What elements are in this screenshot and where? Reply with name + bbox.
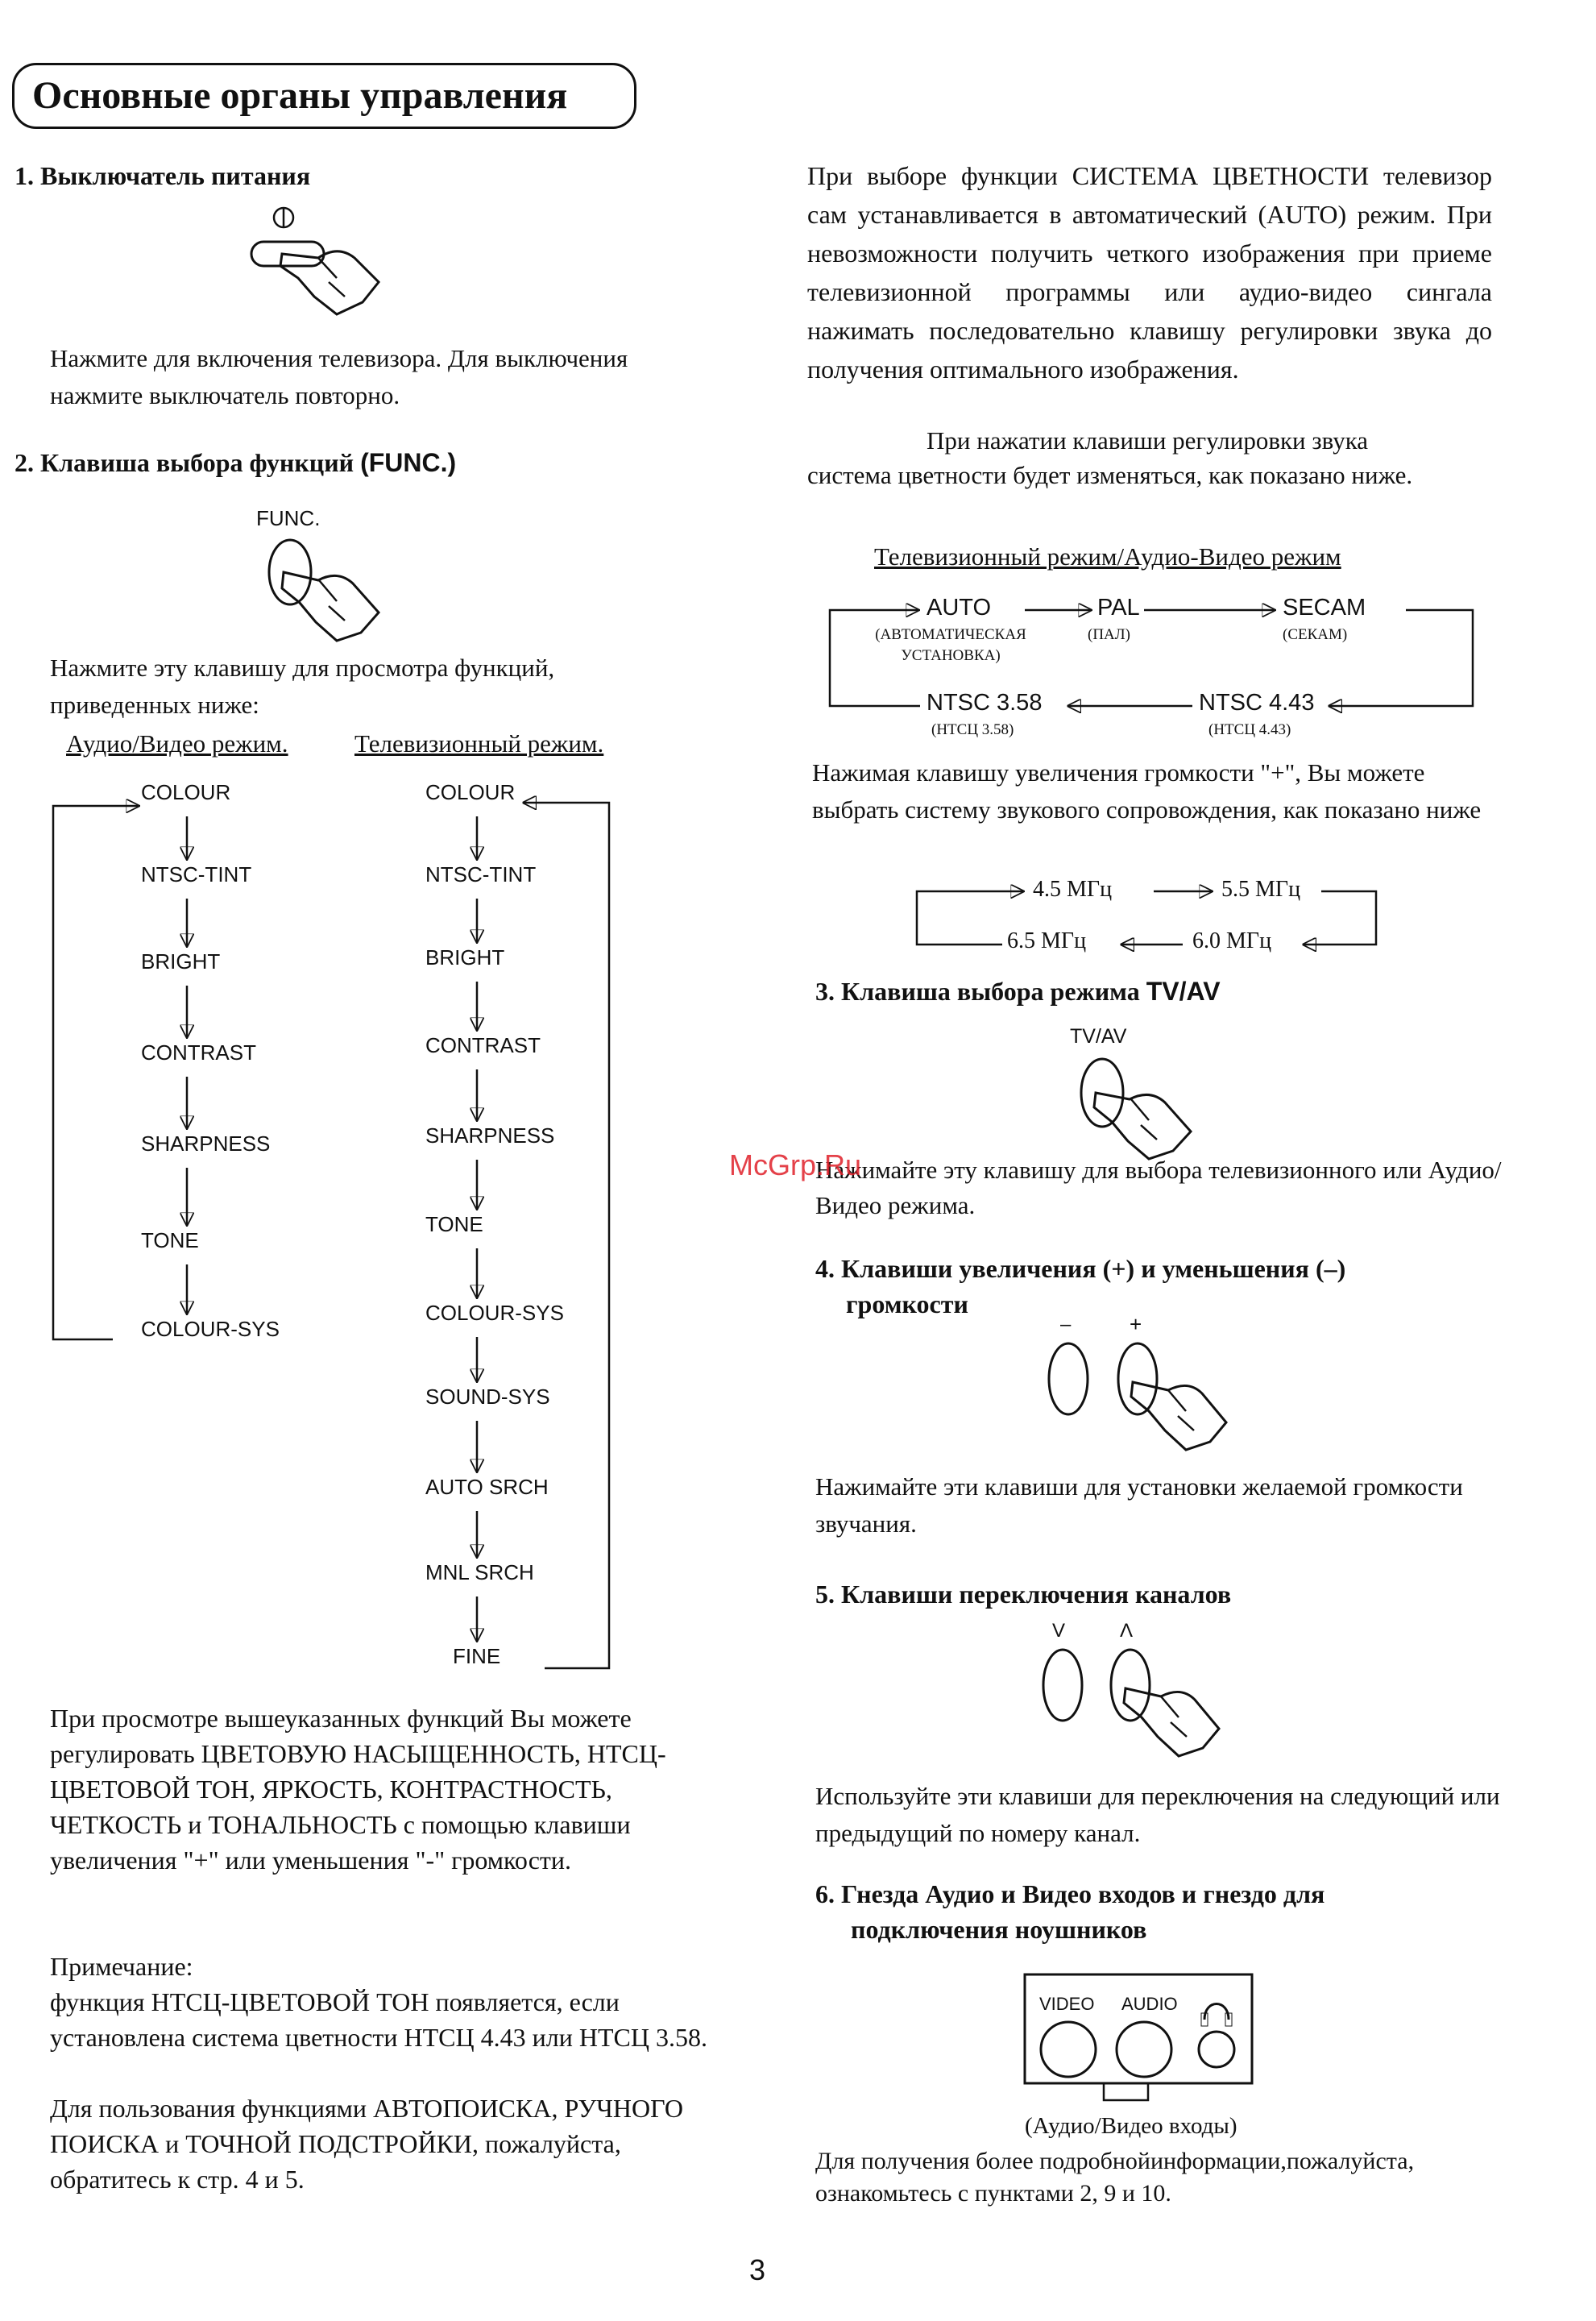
tv-item-sound-sys: SOUND-SYS: [425, 1385, 550, 1409]
tvav-button-label: TV/AV: [1070, 1025, 1127, 1048]
cs-secam-sub: (СЕКАМ): [1283, 626, 1348, 643]
func-button-label: FUNC.: [256, 506, 321, 530]
tv-item-auto-srch: AUTO SRCH: [425, 1475, 549, 1499]
av-item-sharpness: SHARPNESS: [141, 1131, 271, 1156]
av-mode-header: Аудио/Видео режим.: [66, 729, 288, 758]
note-text-2: Для пользования функциями АВТОПОИСКА, РУЧНОГО ПОИСКА и ТОЧНОЙ ПОДСТРОЙКИ, пожалуйста, обратитесь к стр. 4 и 5.: [50, 2094, 683, 2194]
page-number: 3: [749, 2253, 766, 2286]
cs-pal-sub: (ПАЛ): [1088, 626, 1130, 643]
tv-item-tone: TONE: [425, 1212, 483, 1236]
cs-auto-sub1: (АВТОМАТИЧЕСКАЯ: [875, 626, 1026, 643]
cs-ntsc358: NTSC 3.58: [927, 690, 1043, 716]
note-text-1: функция НТСЦ-ЦВЕТОВОЙ ТОН появляется, если установлена система цветности НТСЦ 4.43 или НТСЦ 3.58.: [50, 1987, 707, 2052]
note-label: Примечание:: [50, 1952, 193, 1981]
ss-6-5: 6.5 МГц: [1007, 928, 1087, 953]
av-inputs-caption: (Аудио/Видео входы): [1025, 2113, 1237, 2139]
section-3-heading-text: 3. Клавиша выбора режима: [815, 977, 1146, 1006]
channel-up-label: Λ: [1120, 1620, 1134, 1642]
tvav-button-icon: [1072, 1048, 1208, 1160]
tv-item-fine: FINE: [453, 1644, 501, 1668]
av-item-colour: COLOUR: [141, 780, 231, 804]
tv-item-ntsc-tint: NTSC-TINT: [425, 862, 537, 886]
section-6-heading: 6. Гнезда Аудио и Видео входов и гнездо для: [815, 1879, 1325, 1908]
audio-jack-label: AUDIO: [1121, 1994, 1178, 2014]
tvav-key-label: TV/AV: [1146, 977, 1221, 1006]
colour-system-intro: При выборе функции СИСТЕМА ЦВЕТНОСТИ телевизор сам устанавливается в автоматический (AUTO) режим. При невозможности получить четкого изображения при приеме телевизионной программы или аудио-видео сингала нажимать последовательно клавишу регулировки звука до получения оптимального изображения.: [807, 161, 1492, 384]
tv-item-bright: BRIGHT: [425, 945, 505, 970]
volume-minus-label: –: [1060, 1314, 1072, 1335]
section-4-text: Нажимайте эти клавиши для установки желаемой громкости звучания.: [815, 1472, 1463, 1538]
tv-item-mnl-srch: MNL SRCH: [425, 1560, 534, 1584]
av-item-colour-sys: COLOUR-SYS: [141, 1317, 280, 1341]
tv-mode-header: Телевизионный режим.: [354, 729, 604, 758]
section-3-text: Нажимайте эту клавишу для выбора телевизионного или Аудио/ Видео режима.: [815, 1156, 1502, 1219]
section-4-heading-2: громкости: [846, 1289, 968, 1318]
ss-5-5: 5.5 МГц: [1221, 877, 1301, 902]
volume-plus-label: +: [1130, 1312, 1142, 1336]
ss-6-0: 6.0 МГц: [1192, 928, 1272, 953]
tv-item-sharpness: SHARPNESS: [425, 1123, 555, 1148]
section-1-heading: 1. Выключатель питания: [15, 161, 311, 190]
ss-4-5: 4.5 МГц: [1033, 877, 1113, 902]
page-title: Основные органы управления: [12, 63, 636, 129]
func-key-label: (FUNC.): [360, 448, 457, 477]
cs-auto-sub2: УСТАНОВКА): [901, 647, 1001, 664]
cs-ntsc358-sub: (НТСЦ 3.58): [931, 721, 1014, 738]
av-item-tone: TONE: [141, 1228, 199, 1252]
colour-system-intro-2a: При нажатии клавиши регулировки звука: [927, 426, 1369, 455]
video-jack-label: VIDEO: [1039, 1994, 1095, 2014]
av-item-contrast: CONTRAST: [141, 1040, 256, 1065]
section-5-heading: 5. Клавиши переключения каналов: [815, 1580, 1232, 1609]
section-2-heading-text: 2. Клавиша выбора функций: [15, 448, 361, 477]
cs-pal: PAL: [1097, 595, 1140, 621]
cs-ntsc443: NTSC 4.43: [1199, 690, 1315, 716]
channel-down-label: V: [1052, 1620, 1066, 1642]
section-3-heading: [815, 977, 1221, 1007]
tv-item-colour: COLOUR: [425, 780, 516, 804]
volume-buttons-icon: [1039, 1334, 1233, 1463]
section-6-heading-2: подключения ноушников: [851, 1915, 1147, 1944]
cs-auto: AUTO: [927, 595, 992, 621]
tv-item-colour-sys: COLOUR-SYS: [425, 1301, 564, 1325]
tv-item-contrast: CONTRAST: [425, 1033, 541, 1057]
colour-system-intro-2b: система цветности будет изменяться, как показано ниже.: [807, 461, 1413, 489]
section-6-text: Для получения более подробнойинформации,пожалуйста, ознакомьтесь с пунктами 2, 9 и 10.: [815, 2148, 1415, 2207]
channel-buttons-icon: [1035, 1640, 1229, 1769]
section-1-text: Нажмите для включения телевизора. Для выключения нажмите выключатель повторно.: [50, 344, 628, 409]
mode-header: Телевизионный режим/Аудио-Видео режим: [874, 542, 1341, 571]
section-4-heading: 4. Клавиши увеличения (+) и уменьшения (–): [815, 1254, 1346, 1283]
av-item-bright: BRIGHT: [141, 949, 221, 974]
cs-secam: SECAM: [1283, 595, 1366, 621]
section-5-text: Используйте эти клавиши для переключения на следующий или предыдущий по номеру канал.: [815, 1782, 1500, 1847]
watermark: McGrp.Ru: [729, 1148, 862, 1181]
av-item-ntsc-tint: NTSC-TINT: [141, 862, 252, 886]
adjust-functions-text: При просмотре вышеуказанных функций Вы можете регулировать ЦВЕТОВУЮ НАСЫЩЕННОСТЬ, НТСЦ-ЦВЕТОВОЙ ТОН, ЯРКОСТЬ, КОНТРАСТНОСТЬ, ЧЕТКОСТЬ и ТОНАЛЬНОСТЬ с помощью клавиши увеличения "+" или уменьшения "-" громкости.: [50, 1704, 666, 1875]
sound-system-intro: Нажимая клавишу увеличения громкости "+", Вы можете выбрать систему звукового сопровождения, как показано ниже: [812, 758, 1482, 824]
section-2-text: Нажмите эту клавишу для просмотра функций, приведенных ниже:: [50, 654, 555, 719]
cs-ntsc443-sub: (НТСЦ 4.43): [1208, 721, 1291, 738]
